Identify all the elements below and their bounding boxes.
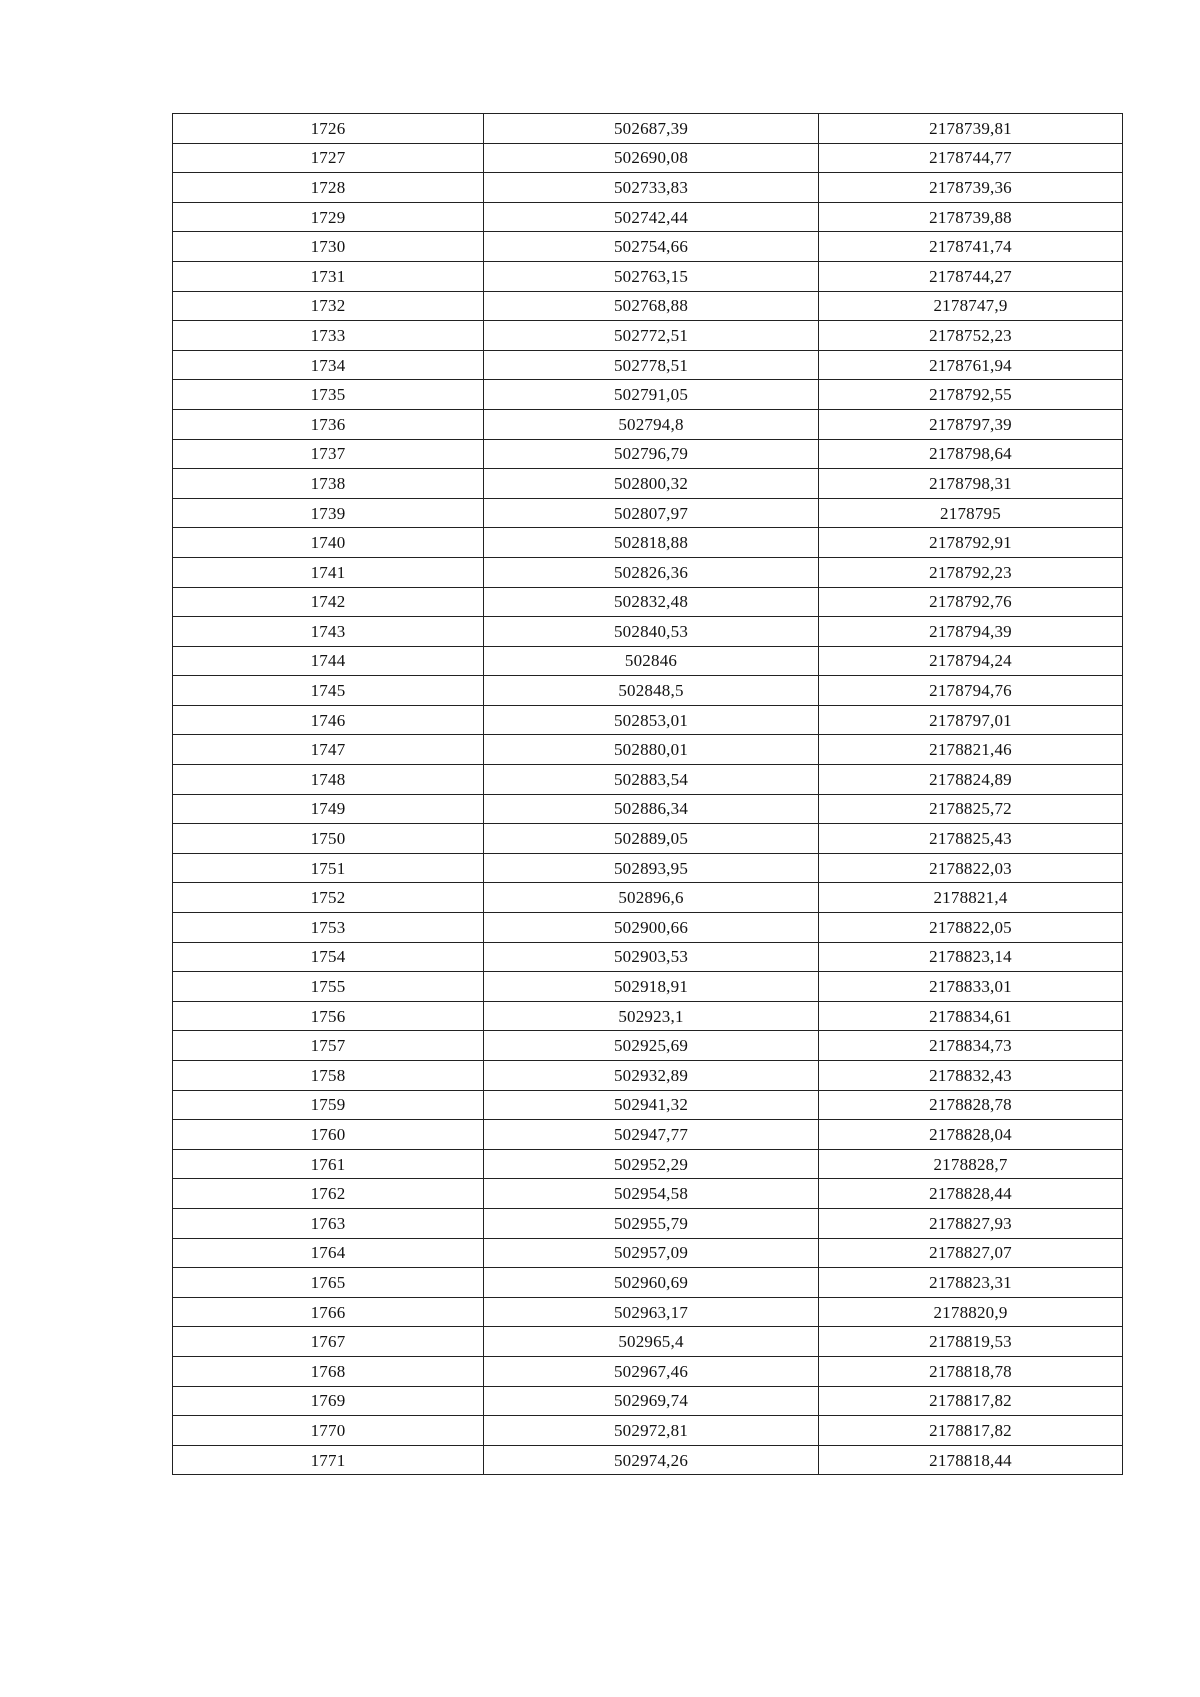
x-coordinate-cell: 502826,36 (484, 557, 819, 587)
x-coordinate-cell: 502778,51 (484, 350, 819, 380)
point-number-cell: 1733 (173, 321, 484, 351)
table-row (173, 1356, 1123, 1386)
table-row (173, 1327, 1123, 1357)
y-coordinate-cell: 2178828,7 (819, 1149, 1123, 1179)
table-row (173, 143, 1123, 173)
table-row (173, 1386, 1123, 1416)
x-coordinate-cell: 502886,34 (484, 794, 819, 824)
y-coordinate-cell: 2178832,43 (819, 1061, 1123, 1091)
table-row (173, 469, 1123, 499)
table-row (173, 735, 1123, 765)
y-coordinate-cell: 2178797,39 (819, 409, 1123, 439)
point-number-cell: 1752 (173, 883, 484, 913)
y-coordinate-cell: 2178821,46 (819, 735, 1123, 765)
y-coordinate-cell: 2178739,88 (819, 202, 1123, 232)
table-row (173, 853, 1123, 883)
y-coordinate-cell: 2178792,23 (819, 557, 1123, 587)
x-coordinate-cell: 502947,77 (484, 1120, 819, 1150)
point-number-cell: 1754 (173, 942, 484, 972)
y-coordinate-cell: 2178834,73 (819, 1031, 1123, 1061)
table-row (173, 409, 1123, 439)
point-number-cell: 1740 (173, 528, 484, 558)
point-number-cell: 1770 (173, 1416, 484, 1446)
x-coordinate-cell: 502883,54 (484, 765, 819, 795)
table-row (173, 646, 1123, 676)
x-coordinate-cell: 502794,8 (484, 409, 819, 439)
table-row (173, 1061, 1123, 1091)
y-coordinate-cell: 2178797,01 (819, 705, 1123, 735)
y-coordinate-cell: 2178798,31 (819, 469, 1123, 499)
x-coordinate-cell: 502772,51 (484, 321, 819, 351)
x-coordinate-cell: 502960,69 (484, 1268, 819, 1298)
table-row (173, 1090, 1123, 1120)
table-row (173, 1120, 1123, 1150)
point-number-cell: 1729 (173, 202, 484, 232)
table-row (173, 202, 1123, 232)
x-coordinate-cell: 502733,83 (484, 173, 819, 203)
y-coordinate-cell: 2178794,76 (819, 676, 1123, 706)
x-coordinate-cell: 502807,97 (484, 498, 819, 528)
y-coordinate-cell: 2178818,44 (819, 1445, 1123, 1475)
table-row (173, 883, 1123, 913)
table-row (173, 1297, 1123, 1327)
point-number-cell: 1728 (173, 173, 484, 203)
table-row (173, 1179, 1123, 1209)
point-number-cell: 1727 (173, 143, 484, 173)
table-row (173, 350, 1123, 380)
y-coordinate-cell: 2178794,39 (819, 617, 1123, 647)
point-number-cell: 1737 (173, 439, 484, 469)
point-number-cell: 1771 (173, 1445, 484, 1475)
x-coordinate-cell: 502963,17 (484, 1297, 819, 1327)
point-number-cell: 1753 (173, 913, 484, 943)
y-coordinate-cell: 2178744,77 (819, 143, 1123, 173)
point-number-cell: 1759 (173, 1090, 484, 1120)
x-coordinate-cell: 502840,53 (484, 617, 819, 647)
y-coordinate-cell: 2178739,81 (819, 114, 1123, 144)
table-row (173, 1238, 1123, 1268)
y-coordinate-cell: 2178822,03 (819, 853, 1123, 883)
x-coordinate-cell: 502896,6 (484, 883, 819, 913)
table-row (173, 1208, 1123, 1238)
y-coordinate-cell: 2178821,4 (819, 883, 1123, 913)
point-number-cell: 1743 (173, 617, 484, 647)
x-coordinate-cell: 502941,32 (484, 1090, 819, 1120)
x-coordinate-cell: 502918,91 (484, 972, 819, 1002)
table-row (173, 173, 1123, 203)
point-number-cell: 1749 (173, 794, 484, 824)
coordinates-table (172, 113, 1123, 1475)
x-coordinate-cell: 502846 (484, 646, 819, 676)
table-row (173, 617, 1123, 647)
point-number-cell: 1732 (173, 291, 484, 321)
y-coordinate-cell: 2178827,93 (819, 1208, 1123, 1238)
table-row (173, 498, 1123, 528)
y-coordinate-cell: 2178822,05 (819, 913, 1123, 943)
y-coordinate-cell: 2178744,27 (819, 261, 1123, 291)
x-coordinate-cell: 502690,08 (484, 143, 819, 173)
x-coordinate-cell: 502952,29 (484, 1149, 819, 1179)
table-row (173, 587, 1123, 617)
point-number-cell: 1748 (173, 765, 484, 795)
y-coordinate-cell: 2178798,64 (819, 439, 1123, 469)
table-row (173, 824, 1123, 854)
point-number-cell: 1744 (173, 646, 484, 676)
table-row (173, 676, 1123, 706)
y-coordinate-cell: 2178817,82 (819, 1386, 1123, 1416)
x-coordinate-cell: 502965,4 (484, 1327, 819, 1357)
table-row (173, 1416, 1123, 1446)
y-coordinate-cell: 2178792,76 (819, 587, 1123, 617)
point-number-cell: 1735 (173, 380, 484, 410)
y-coordinate-cell: 2178794,24 (819, 646, 1123, 676)
table-row (173, 765, 1123, 795)
x-coordinate-cell: 502925,69 (484, 1031, 819, 1061)
point-number-cell: 1768 (173, 1356, 484, 1386)
point-number-cell: 1726 (173, 114, 484, 144)
x-coordinate-cell: 502903,53 (484, 942, 819, 972)
x-coordinate-cell: 502955,79 (484, 1208, 819, 1238)
table-row (173, 794, 1123, 824)
point-number-cell: 1767 (173, 1327, 484, 1357)
table-row (173, 557, 1123, 587)
table-row (173, 528, 1123, 558)
table-row (173, 972, 1123, 1002)
point-number-cell: 1761 (173, 1149, 484, 1179)
x-coordinate-cell: 502742,44 (484, 202, 819, 232)
x-coordinate-cell: 502893,95 (484, 853, 819, 883)
table-row (173, 439, 1123, 469)
x-coordinate-cell: 502969,74 (484, 1386, 819, 1416)
x-coordinate-cell: 502853,01 (484, 705, 819, 735)
y-coordinate-cell: 2178834,61 (819, 1001, 1123, 1031)
point-number-cell: 1757 (173, 1031, 484, 1061)
x-coordinate-cell: 502800,32 (484, 469, 819, 499)
y-coordinate-cell: 2178817,82 (819, 1416, 1123, 1446)
table-row (173, 1149, 1123, 1179)
x-coordinate-cell: 502967,46 (484, 1356, 819, 1386)
table-row (173, 1031, 1123, 1061)
point-number-cell: 1763 (173, 1208, 484, 1238)
x-coordinate-cell: 502687,39 (484, 114, 819, 144)
x-coordinate-cell: 502818,88 (484, 528, 819, 558)
x-coordinate-cell: 502880,01 (484, 735, 819, 765)
x-coordinate-cell: 502796,79 (484, 439, 819, 469)
point-number-cell: 1731 (173, 261, 484, 291)
y-coordinate-cell: 2178752,23 (819, 321, 1123, 351)
x-coordinate-cell: 502932,89 (484, 1061, 819, 1091)
table-row (173, 705, 1123, 735)
y-coordinate-cell: 2178792,55 (819, 380, 1123, 410)
x-coordinate-cell: 502754,66 (484, 232, 819, 262)
y-coordinate-cell: 2178741,74 (819, 232, 1123, 262)
table-row (173, 942, 1123, 972)
table-row (173, 1001, 1123, 1031)
point-number-cell: 1755 (173, 972, 484, 1002)
point-number-cell: 1741 (173, 557, 484, 587)
y-coordinate-cell: 2178825,72 (819, 794, 1123, 824)
point-number-cell: 1750 (173, 824, 484, 854)
y-coordinate-cell: 2178825,43 (819, 824, 1123, 854)
y-coordinate-cell: 2178823,31 (819, 1268, 1123, 1298)
y-coordinate-cell: 2178795 (819, 498, 1123, 528)
x-coordinate-cell: 502889,05 (484, 824, 819, 854)
y-coordinate-cell: 2178820,9 (819, 1297, 1123, 1327)
y-coordinate-cell: 2178739,36 (819, 173, 1123, 203)
point-number-cell: 1745 (173, 676, 484, 706)
y-coordinate-cell: 2178828,04 (819, 1120, 1123, 1150)
point-number-cell: 1730 (173, 232, 484, 262)
point-number-cell: 1765 (173, 1268, 484, 1298)
table-row (173, 291, 1123, 321)
coordinates-table-body (173, 114, 1123, 1475)
x-coordinate-cell: 502923,1 (484, 1001, 819, 1031)
x-coordinate-cell: 502972,81 (484, 1416, 819, 1446)
y-coordinate-cell: 2178828,44 (819, 1179, 1123, 1209)
y-coordinate-cell: 2178747,9 (819, 291, 1123, 321)
table-row (173, 321, 1123, 351)
x-coordinate-cell: 502763,15 (484, 261, 819, 291)
x-coordinate-cell: 502848,5 (484, 676, 819, 706)
point-number-cell: 1756 (173, 1001, 484, 1031)
x-coordinate-cell: 502791,05 (484, 380, 819, 410)
point-number-cell: 1742 (173, 587, 484, 617)
table-row (173, 232, 1123, 262)
x-coordinate-cell: 502974,26 (484, 1445, 819, 1475)
y-coordinate-cell: 2178818,78 (819, 1356, 1123, 1386)
point-number-cell: 1747 (173, 735, 484, 765)
x-coordinate-cell: 502957,09 (484, 1238, 819, 1268)
y-coordinate-cell: 2178792,91 (819, 528, 1123, 558)
y-coordinate-cell: 2178824,89 (819, 765, 1123, 795)
point-number-cell: 1734 (173, 350, 484, 380)
y-coordinate-cell: 2178819,53 (819, 1327, 1123, 1357)
point-number-cell: 1769 (173, 1386, 484, 1416)
point-number-cell: 1764 (173, 1238, 484, 1268)
point-number-cell: 1766 (173, 1297, 484, 1327)
x-coordinate-cell: 502768,88 (484, 291, 819, 321)
table-row (173, 1268, 1123, 1298)
table-row (173, 114, 1123, 144)
point-number-cell: 1758 (173, 1061, 484, 1091)
point-number-cell: 1738 (173, 469, 484, 499)
table-row (173, 913, 1123, 943)
y-coordinate-cell: 2178828,78 (819, 1090, 1123, 1120)
table-row (173, 261, 1123, 291)
point-number-cell: 1760 (173, 1120, 484, 1150)
point-number-cell: 1746 (173, 705, 484, 735)
x-coordinate-cell: 502832,48 (484, 587, 819, 617)
point-number-cell: 1739 (173, 498, 484, 528)
y-coordinate-cell: 2178823,14 (819, 942, 1123, 972)
point-number-cell: 1751 (173, 853, 484, 883)
point-number-cell: 1762 (173, 1179, 484, 1209)
table-row (173, 1445, 1123, 1475)
y-coordinate-cell: 2178761,94 (819, 350, 1123, 380)
y-coordinate-cell: 2178833,01 (819, 972, 1123, 1002)
point-number-cell: 1736 (173, 409, 484, 439)
x-coordinate-cell: 502900,66 (484, 913, 819, 943)
table-row (173, 380, 1123, 410)
y-coordinate-cell: 2178827,07 (819, 1238, 1123, 1268)
x-coordinate-cell: 502954,58 (484, 1179, 819, 1209)
